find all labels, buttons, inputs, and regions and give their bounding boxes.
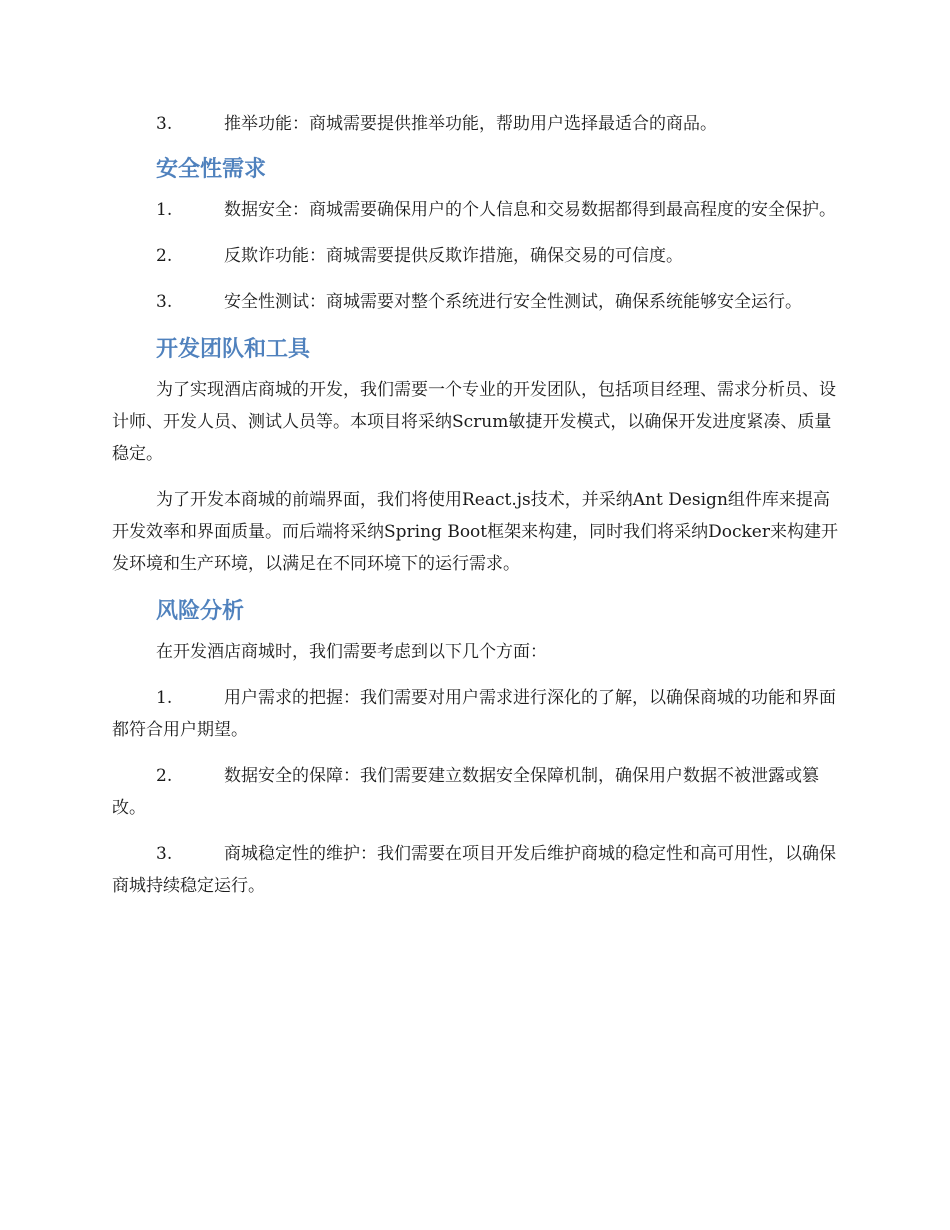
list-item xyxy=(112,240,840,272)
list-number: 2. xyxy=(156,766,173,786)
list-text: 推举功能：商城需要提供推举功能，帮助用户选择最适合的商品。 xyxy=(224,114,717,134)
list-item xyxy=(112,286,840,318)
list-item xyxy=(112,108,840,140)
list-number: 2. xyxy=(156,246,173,266)
list-text: 安全性测试：商城需要对整个系统进行安全性测试，确保系统能够安全运行。 xyxy=(224,292,802,312)
list-number: 1. xyxy=(156,200,173,220)
document-content xyxy=(112,108,840,916)
list-item xyxy=(112,760,840,824)
list-item xyxy=(112,682,840,746)
paragraph-intro: 在开发酒店商城时，我们需要考虑到以下几个方面： xyxy=(156,642,547,662)
list-item xyxy=(112,838,840,902)
list-number: 1. xyxy=(156,688,173,708)
list-text: 反欺诈功能：商城需要提供反欺诈措施，确保交易的可信度。 xyxy=(224,246,683,266)
paragraph: 为了实现酒店商城的开发，我们需要一个专业的开发团队，包括项目经理、需求分析员、设计师、开发人员、测试人员等。本项目将采纳Scrum敏捷开发模式，以确保开发进度紧凑、质量稳定。 xyxy=(112,380,836,464)
paragraph: 为了开发本商城的前端界面，我们将使用React.js技术，并采纳Ant Design组件库来提高开发效率和界面质量。而后端将采纳Spring Boot框架来构建，同时我们将采纳Docker来构建开发环境和生产环境，以满足在不同环境下的运行需求。 xyxy=(112,490,838,574)
list-number: 3. xyxy=(156,844,173,864)
list-text: 数据安全：商城需要确保用户的个人信息和交易数据都得到最高程度的安全保护。 xyxy=(224,200,836,220)
section-heading-security: 安全性需求 xyxy=(156,157,267,182)
list-number: 3. xyxy=(156,114,173,134)
list-text: 用户需求的把握：我们需要对用户需求进行深化的了解，以确保商城的功能和界面都符合用户期望。 xyxy=(112,688,836,740)
section-heading-team: 开发团队和工具 xyxy=(156,337,311,362)
list-number: 3. xyxy=(156,292,173,312)
section-heading-risk: 风险分析 xyxy=(156,599,245,624)
list-text: 数据安全的保障：我们需要建立数据安全保障机制，确保用户数据不被泄露或篡改。 xyxy=(112,766,819,818)
list-text: 商城稳定性的维护：我们需要在项目开发后维护商城的稳定性和高可用性，以确保商城持续稳定运行。 xyxy=(112,844,836,896)
list-item xyxy=(112,194,840,226)
